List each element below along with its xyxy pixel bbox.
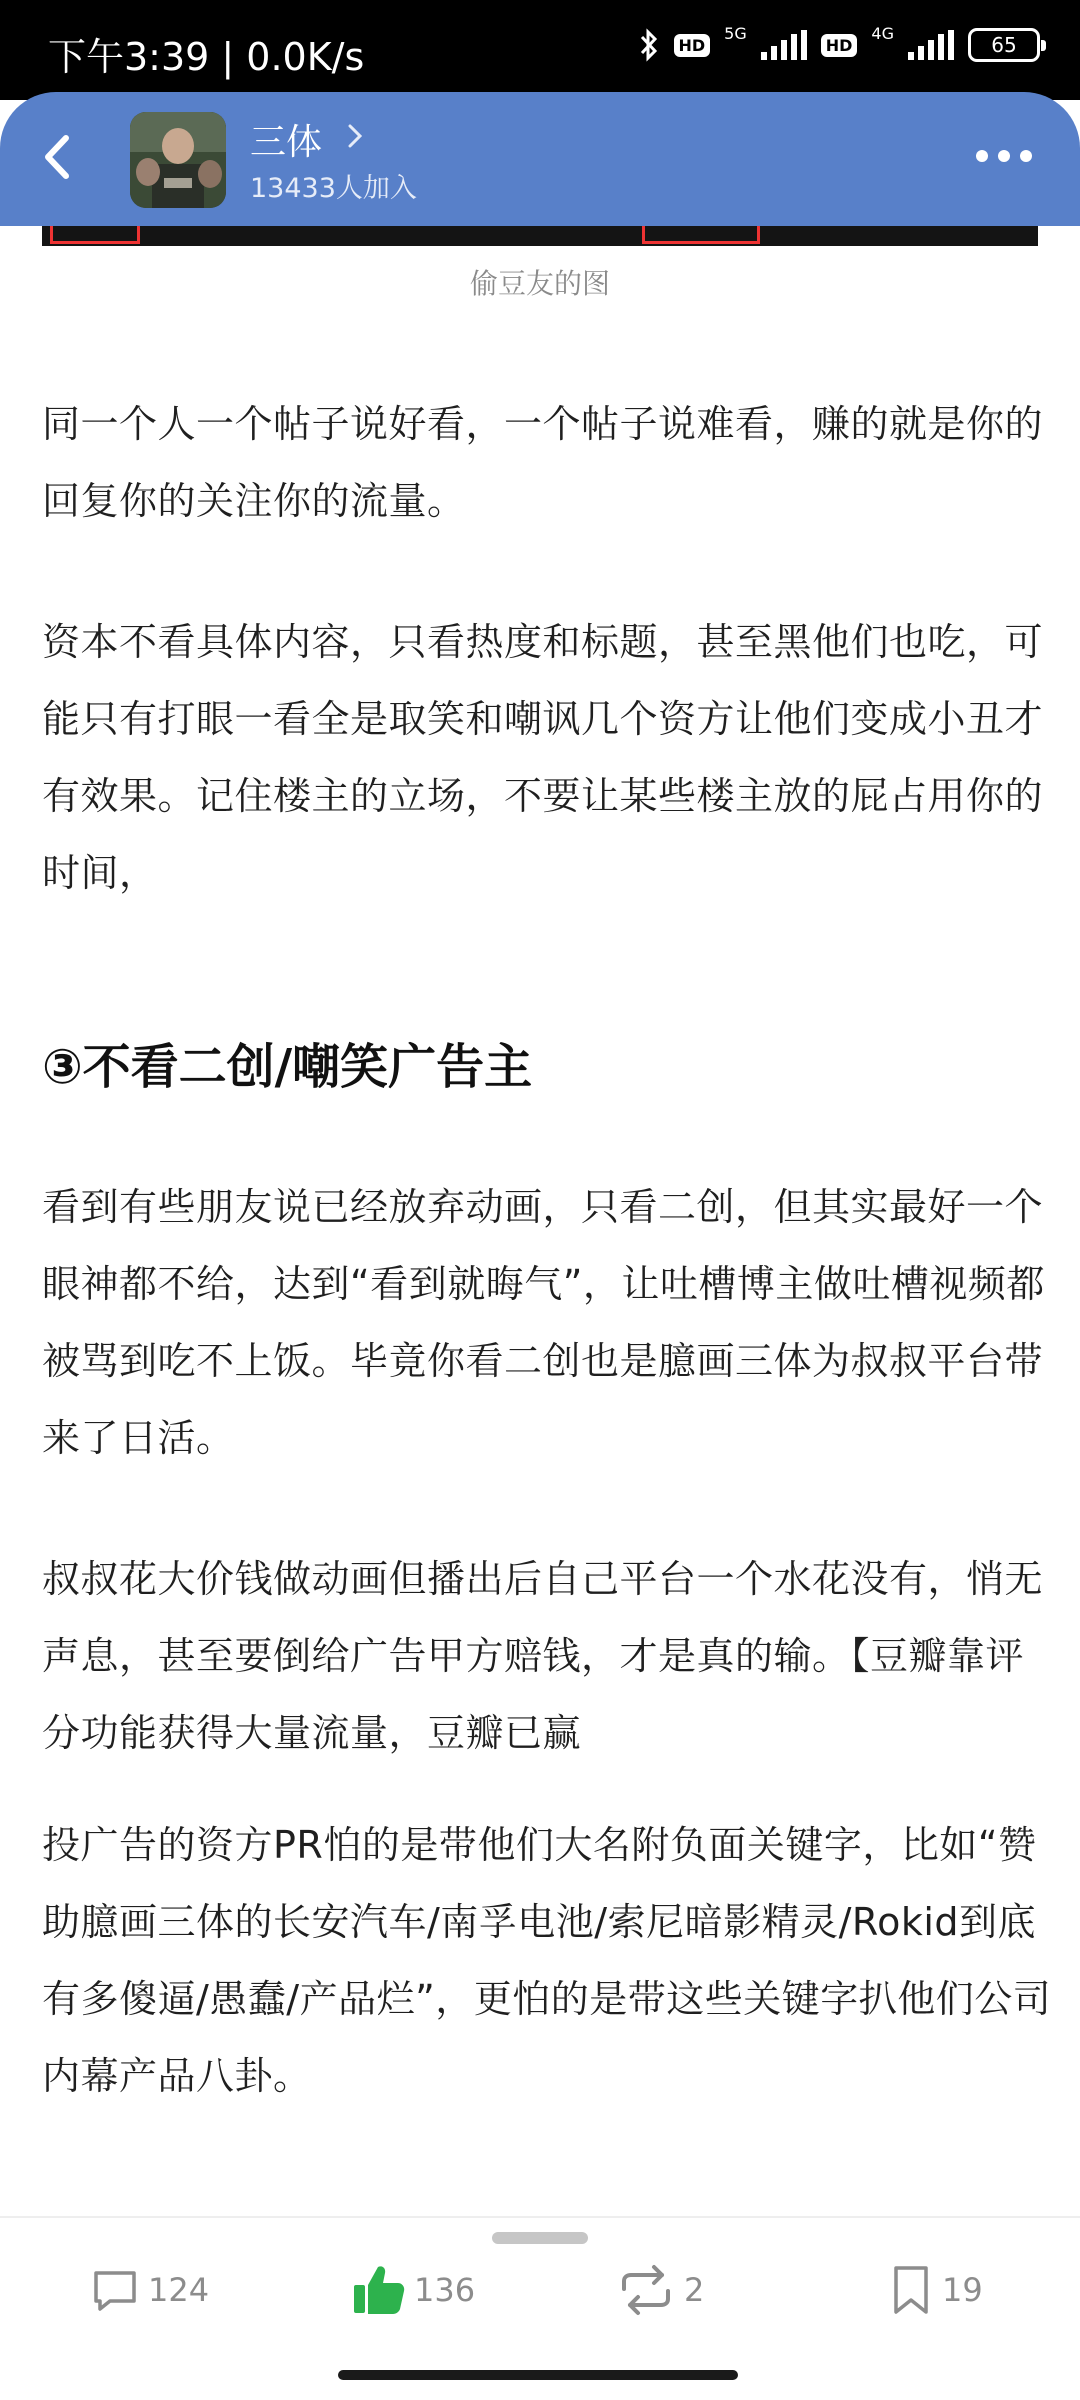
article-paragraph-3: 看到有些朋友说已经放弃动画，只看二创，但其实最好一个眼神都不给，达到“看到就晦气”，让吐槽博主做吐槽视频都被骂到吃不上饭。毕竟你看二创也是臆画三体为叔叔平台带来了日活。 [42, 1185, 1045, 1460]
group-avatar[interactable] [130, 112, 226, 208]
dot-icon [1020, 150, 1032, 162]
group-header [0, 92, 1080, 226]
network-4g-label: 4G [871, 23, 894, 43]
repost-count: 2 [684, 2271, 705, 2309]
article-paragraph-1: 同一个人一个帖子说好看，一个帖子说难看，赚的就是你的回复你的关注你的流量。 [42, 402, 1044, 523]
image-highlight-box-2 [642, 226, 760, 244]
battery-icon [968, 28, 1040, 62]
like-button[interactable] [350, 2258, 475, 2322]
dot-icon [976, 150, 988, 162]
member-count: 13433人加入 [250, 173, 417, 204]
repost-button[interactable] [614, 2258, 704, 2322]
comment-button[interactable] [88, 2258, 209, 2322]
hd-badge: HD [674, 34, 711, 57]
network-5g-label: 5G [724, 23, 747, 43]
group-name[interactable]: 三体 [250, 122, 323, 163]
image-caption: 偷豆友的图 [469, 267, 610, 300]
image-highlight-box [50, 226, 140, 244]
status-time: 下午3:39 | 0.0K/s [48, 35, 365, 79]
action-bar-divider [0, 2216, 1080, 2218]
bookmark-button[interactable] [886, 2258, 983, 2322]
repost-icon [614, 2263, 678, 2317]
hd-badge-2: HD [821, 34, 858, 57]
status-bar [0, 0, 1080, 100]
signal-icon [761, 30, 807, 60]
bluetooth-icon [638, 28, 660, 62]
post-image[interactable] [42, 226, 1038, 246]
article-paragraph-4: 叔叔花大价钱做动画但播出后自己平台一个水花没有，悄无声息，甚至要倒给广告甲方赔钱，才是真的输。【豆瓣靠评分功能获得大量流量，豆瓣已赢 [42, 1557, 1044, 1755]
article-paragraph-2: 资本不看具体内容，只看热度和标题，甚至黑他们也吃，可能只有打眼一看全是取笑和嘲讽几个资方让他们变成小丑才有效果。记住楼主的立场，不要让某些楼主放的屁占用你的时间， [42, 620, 1044, 895]
bookmark-count: 19 [942, 2271, 983, 2309]
bookmark-icon [886, 2262, 936, 2318]
back-arrow-icon [24, 122, 94, 192]
comment-count: 124 [148, 2271, 210, 2309]
drag-handle[interactable] [492, 2232, 588, 2244]
back-button[interactable] [24, 122, 94, 192]
comment-icon [88, 2263, 142, 2317]
chevron-right-icon[interactable] [340, 118, 370, 154]
battery-level: 65 [991, 33, 1017, 57]
status-icons [638, 23, 1041, 62]
signal-icon-2 [908, 30, 954, 60]
section-heading: ③不看二创/嘲笑广告主 [42, 1039, 533, 1095]
dot-icon [998, 150, 1010, 162]
like-count: 136 [414, 2271, 476, 2309]
more-options-button[interactable] [964, 136, 1044, 176]
thumbs-up-icon [350, 2261, 408, 2319]
article-paragraph-5: 投广告的资方PR怕的是带他们大名附负面关键字，比如“赞助臆画三体的长安汽车/南孚电池/索尼暗影精灵/Rokid到底有多傻逼/愚蠢/产品烂”，更怕的是带这些关键字扒他们公司内幕产品八卦。 [42, 1823, 1052, 2098]
poster-image [130, 112, 226, 208]
home-indicator[interactable] [338, 2370, 738, 2380]
